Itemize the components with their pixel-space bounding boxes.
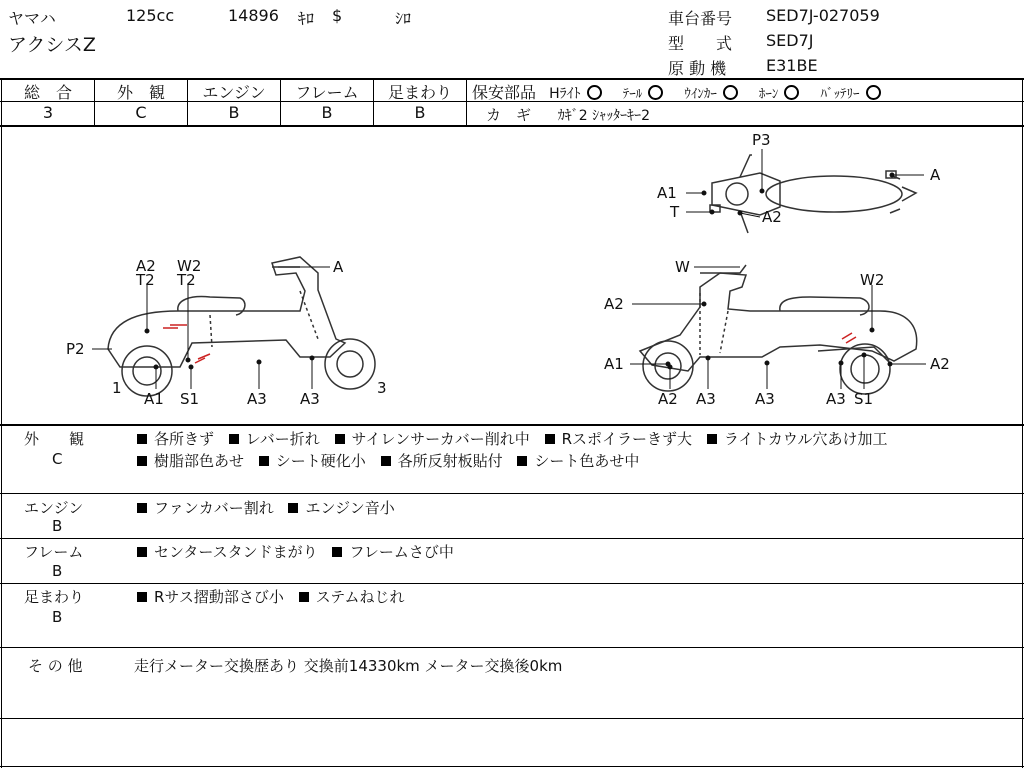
remark-label: 外 観 xyxy=(24,430,85,448)
engine-type-label: 原 動 機 xyxy=(668,59,727,78)
model-name: アクシスZ xyxy=(8,34,96,56)
remark-label: フレーム xyxy=(24,543,84,561)
grade-frame-value: B xyxy=(321,103,333,122)
diagram-label: A3 xyxy=(300,390,320,408)
grid-line xyxy=(0,647,1024,648)
remark-items-line-1: 各所きず レバー折れ サイレンサーカバー削れ中 Rスポイラーきず大 ライトカウル穴あけ加工 xyxy=(137,428,887,449)
displacement: 125cc xyxy=(126,6,175,25)
grid-line xyxy=(0,493,1024,494)
maker-name: ヤマハ xyxy=(8,9,56,28)
remark-grade: B xyxy=(52,517,63,535)
bullet-icon xyxy=(137,592,147,602)
key-value: ｶｷﾞ2 ｼｬｯﾀｰｷｰ2 xyxy=(557,108,651,124)
diagram-label: A3 xyxy=(755,390,775,408)
diagram-label: A2 xyxy=(762,208,782,226)
safety-parts-label: 保安部品 xyxy=(472,83,537,102)
diagram-label: A xyxy=(333,258,344,276)
diagram-label: W2 xyxy=(860,271,885,289)
key-label: カ ギ xyxy=(486,106,532,124)
safety-item-winker: ｳｲﾝｶｰ xyxy=(684,87,738,102)
bullet-icon xyxy=(137,434,147,444)
grade-frame-label: フレーム xyxy=(295,83,359,102)
remark-items: Rサス摺動部さび小 ステムねじれ xyxy=(137,586,405,607)
ok-circle-icon xyxy=(784,85,799,100)
diagram-label: W xyxy=(675,258,690,276)
diagram-label: A1 xyxy=(144,390,164,408)
bullet-icon xyxy=(229,434,239,444)
remark-label: 足まわり xyxy=(24,588,85,606)
remark-items: ファンカバー割れ エンジン音小 xyxy=(137,497,395,518)
safety-item-taillight: ﾃｰﾙ xyxy=(623,87,664,102)
grid-line xyxy=(0,583,1024,584)
diagram-label: T xyxy=(670,203,680,221)
key-row xyxy=(486,104,650,125)
diagram-label: 1 xyxy=(112,379,122,397)
diagram-label: A2 xyxy=(604,295,624,313)
bullet-icon xyxy=(545,434,555,444)
bullet-icon xyxy=(137,456,147,466)
bullet-icon xyxy=(299,592,309,602)
frame-no-value: SED7J-027059 xyxy=(766,6,880,25)
diagram-label: A3 xyxy=(696,390,716,408)
bullet-icon xyxy=(137,503,147,513)
diagram-label: A2 xyxy=(136,257,156,275)
diagram-label: A xyxy=(930,166,941,184)
grade-engine-label: エンジン xyxy=(202,83,266,102)
diagram-label: A3 xyxy=(826,390,846,408)
grid-line xyxy=(0,718,1024,719)
grade-suspension-value: B xyxy=(414,103,426,122)
diagram-label: A2 xyxy=(658,390,678,408)
safety-item-headlight: Hﾗｲﾄ xyxy=(549,86,602,102)
ok-circle-icon xyxy=(648,85,663,100)
other-label: そ の 他 xyxy=(28,657,83,675)
ok-circle-icon xyxy=(723,85,738,100)
diagram-label: T2 xyxy=(177,271,196,289)
remark-grade: B xyxy=(52,562,63,580)
diagram-label: A2 xyxy=(930,355,950,373)
damage-diagram xyxy=(0,125,1024,425)
diagram-label: P2 xyxy=(66,340,85,358)
diagram-label: S1 xyxy=(854,390,874,408)
grid-line xyxy=(0,538,1024,539)
ok-circle-icon xyxy=(866,85,881,100)
body-color: ｼﾛ xyxy=(395,9,412,28)
diagram-label: W2 xyxy=(177,257,202,275)
bullet-icon xyxy=(332,547,342,557)
grid-line xyxy=(0,766,1024,767)
model-type-label: 型 式 xyxy=(668,34,733,53)
engine-type-value: E31BE xyxy=(766,56,818,75)
remark-grade: B xyxy=(52,608,63,626)
remark-items: センタースタンドまがり フレームさび中 xyxy=(137,541,454,562)
grade-engine-value: B xyxy=(228,103,240,122)
remark-items-line-2: 樹脂部色あせ シート硬化小 各所反射板貼付 シート色あせ中 xyxy=(137,450,639,471)
top-view xyxy=(710,155,916,233)
safety-item-horn: ﾎｰﾝ xyxy=(759,87,800,102)
remark-grade: C xyxy=(52,450,63,468)
safety-parts-row xyxy=(472,80,881,103)
diagram-label: A3 xyxy=(247,390,267,408)
grade-overall-value: 3 xyxy=(42,103,54,122)
bullet-icon xyxy=(335,434,345,444)
bullet-icon xyxy=(517,456,527,466)
diagram-label: T2 xyxy=(136,271,155,289)
currency-symbol: $ xyxy=(332,6,343,25)
other-text: 走行メーター交換歴あり 交換前14330km メーター交換後0km xyxy=(134,657,563,675)
ok-circle-icon xyxy=(587,85,602,100)
diagram-label: P3 xyxy=(752,131,771,149)
diagram-label: S1 xyxy=(180,390,200,408)
grade-overall-label: 総 合 xyxy=(23,83,72,102)
bullet-icon xyxy=(137,547,147,557)
diagram-label: A1 xyxy=(604,355,624,373)
remark-label: エンジン xyxy=(24,499,84,517)
model-type-value: SED7J xyxy=(766,31,814,50)
lot-number: 14896 xyxy=(228,6,279,25)
diagram-label: 3 xyxy=(377,379,387,397)
grade-suspension-label: 足まわり xyxy=(387,83,452,102)
bullet-icon xyxy=(288,503,298,513)
frame-no-label: 車台番号 xyxy=(668,9,733,28)
grade-exterior-value: C xyxy=(135,103,147,122)
lot-suffix: ｷﾛ xyxy=(298,9,315,28)
grid-line xyxy=(466,78,467,125)
bullet-icon xyxy=(381,456,391,466)
grade-exterior-label: 外 観 xyxy=(116,83,165,102)
bullet-icon xyxy=(707,434,717,444)
bullet-icon xyxy=(259,456,269,466)
diagram-label: A1 xyxy=(657,184,677,202)
safety-item-battery: ﾊﾞｯﾃﾘｰ xyxy=(821,87,881,102)
